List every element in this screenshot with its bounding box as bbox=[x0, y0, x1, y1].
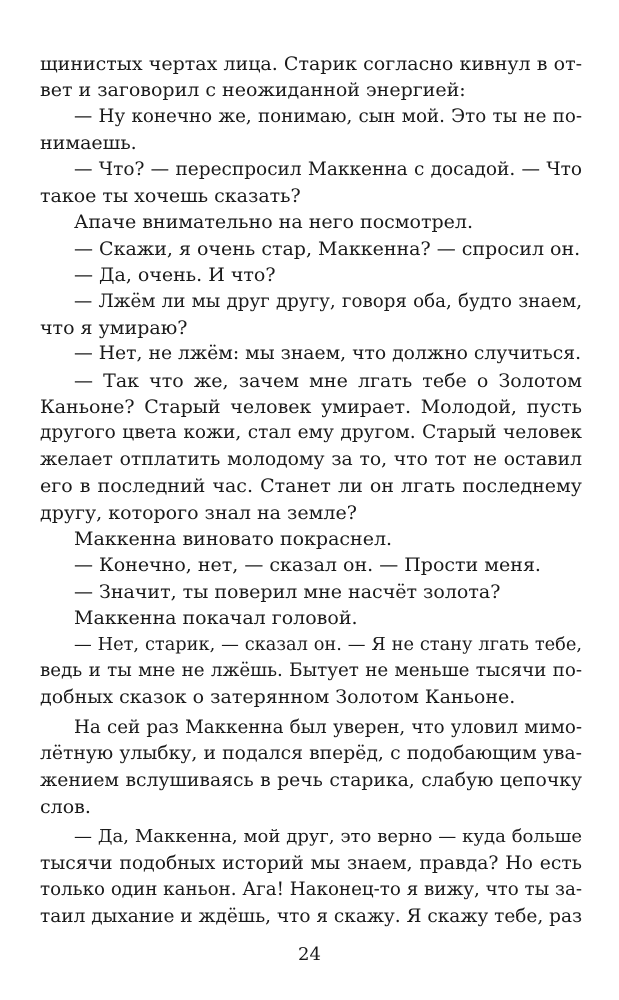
text-line: — Ну конечно же, понимаю, сын мой. Это ты не по- bbox=[74, 105, 582, 127]
text-line: таил дыхание и ждёшь, что я скажу. Я скажу тебе, раз bbox=[40, 905, 582, 927]
text-line: вет и заговорил с неожиданной энергией: bbox=[40, 79, 466, 102]
text-line: — Нет, не лжём: мы знаем, что должно случиться. bbox=[74, 343, 582, 365]
text-line: что я умираю? bbox=[40, 316, 188, 339]
text-line: На сей раз Маккенна был уверен, что уловил мимо- bbox=[74, 716, 582, 738]
text-line: — Да, Маккенна, мой друг, это верно — куда больше bbox=[74, 826, 582, 848]
page-number: 24 bbox=[298, 944, 321, 965]
text-line: только один каньон. Ага! Наконец-то я вижу, что ты за- bbox=[40, 879, 582, 901]
text-line: — Конечно, нет, — сказал он. — Прости меня. bbox=[74, 554, 541, 577]
text-line: — Лжём ли мы друг другу, говоря оба, будто знаем, bbox=[74, 290, 582, 312]
text-line: такое ты хочешь сказать? bbox=[40, 184, 301, 207]
text-line: слов. bbox=[40, 795, 91, 818]
text-line: добных сказок о затерянном Золотом Каньоне. bbox=[40, 686, 516, 709]
text-line: жением вслушиваясь в речь старика, слабую цепочку bbox=[40, 769, 582, 791]
text-line: — Да, очень. И что? bbox=[74, 264, 276, 287]
text-line: тысячи подобных историй мы знаем, правда? Но есть bbox=[40, 852, 582, 874]
text-line: Маккенна виновато покраснел. bbox=[74, 528, 393, 551]
text-line: — Скажи, я очень стар, Маккенна? — спросил он. bbox=[74, 237, 581, 260]
text-line: — Что? — переспросил Маккенна с досадой. — Что bbox=[74, 158, 582, 180]
text-line: — Нет, старик, — сказал он. — Я не стану лгать тебе, bbox=[74, 634, 582, 655]
text-line: Каньоне? Старый человек умирает. Молодой, пусть bbox=[40, 396, 582, 419]
text-line: нимаешь. bbox=[40, 132, 137, 155]
text-line: — Так что же, зачем мне лгать тебе о Золотом bbox=[74, 369, 582, 392]
body-text bbox=[40, 51, 582, 930]
text-line: — Значит, ты поверил мне насчёт золота? bbox=[74, 580, 501, 603]
text-line: Маккенна покачал головой. bbox=[74, 607, 358, 630]
text-line: другого цвета кожи, стал ему другом. Старый человек bbox=[40, 422, 582, 444]
text-line: Апаче внимательно на него посмотрел. bbox=[74, 211, 474, 234]
text-line: лётную улыбку, и подался вперёд, с подобающим ува- bbox=[40, 743, 582, 765]
text-line: его в последний час. Станет ли он лгать последнему bbox=[40, 475, 582, 498]
text-line: ведь и ты мне не лжёшь. Бытует не меньше тысячи по- bbox=[40, 659, 582, 681]
text-line: щинистых чертах лица. Старик согласно кивнул в от- bbox=[40, 53, 582, 75]
text-line: желает отплатить молодому за то, что тот не оставил bbox=[40, 448, 582, 470]
text-line: другу, которого знал на земле? bbox=[40, 501, 357, 524]
